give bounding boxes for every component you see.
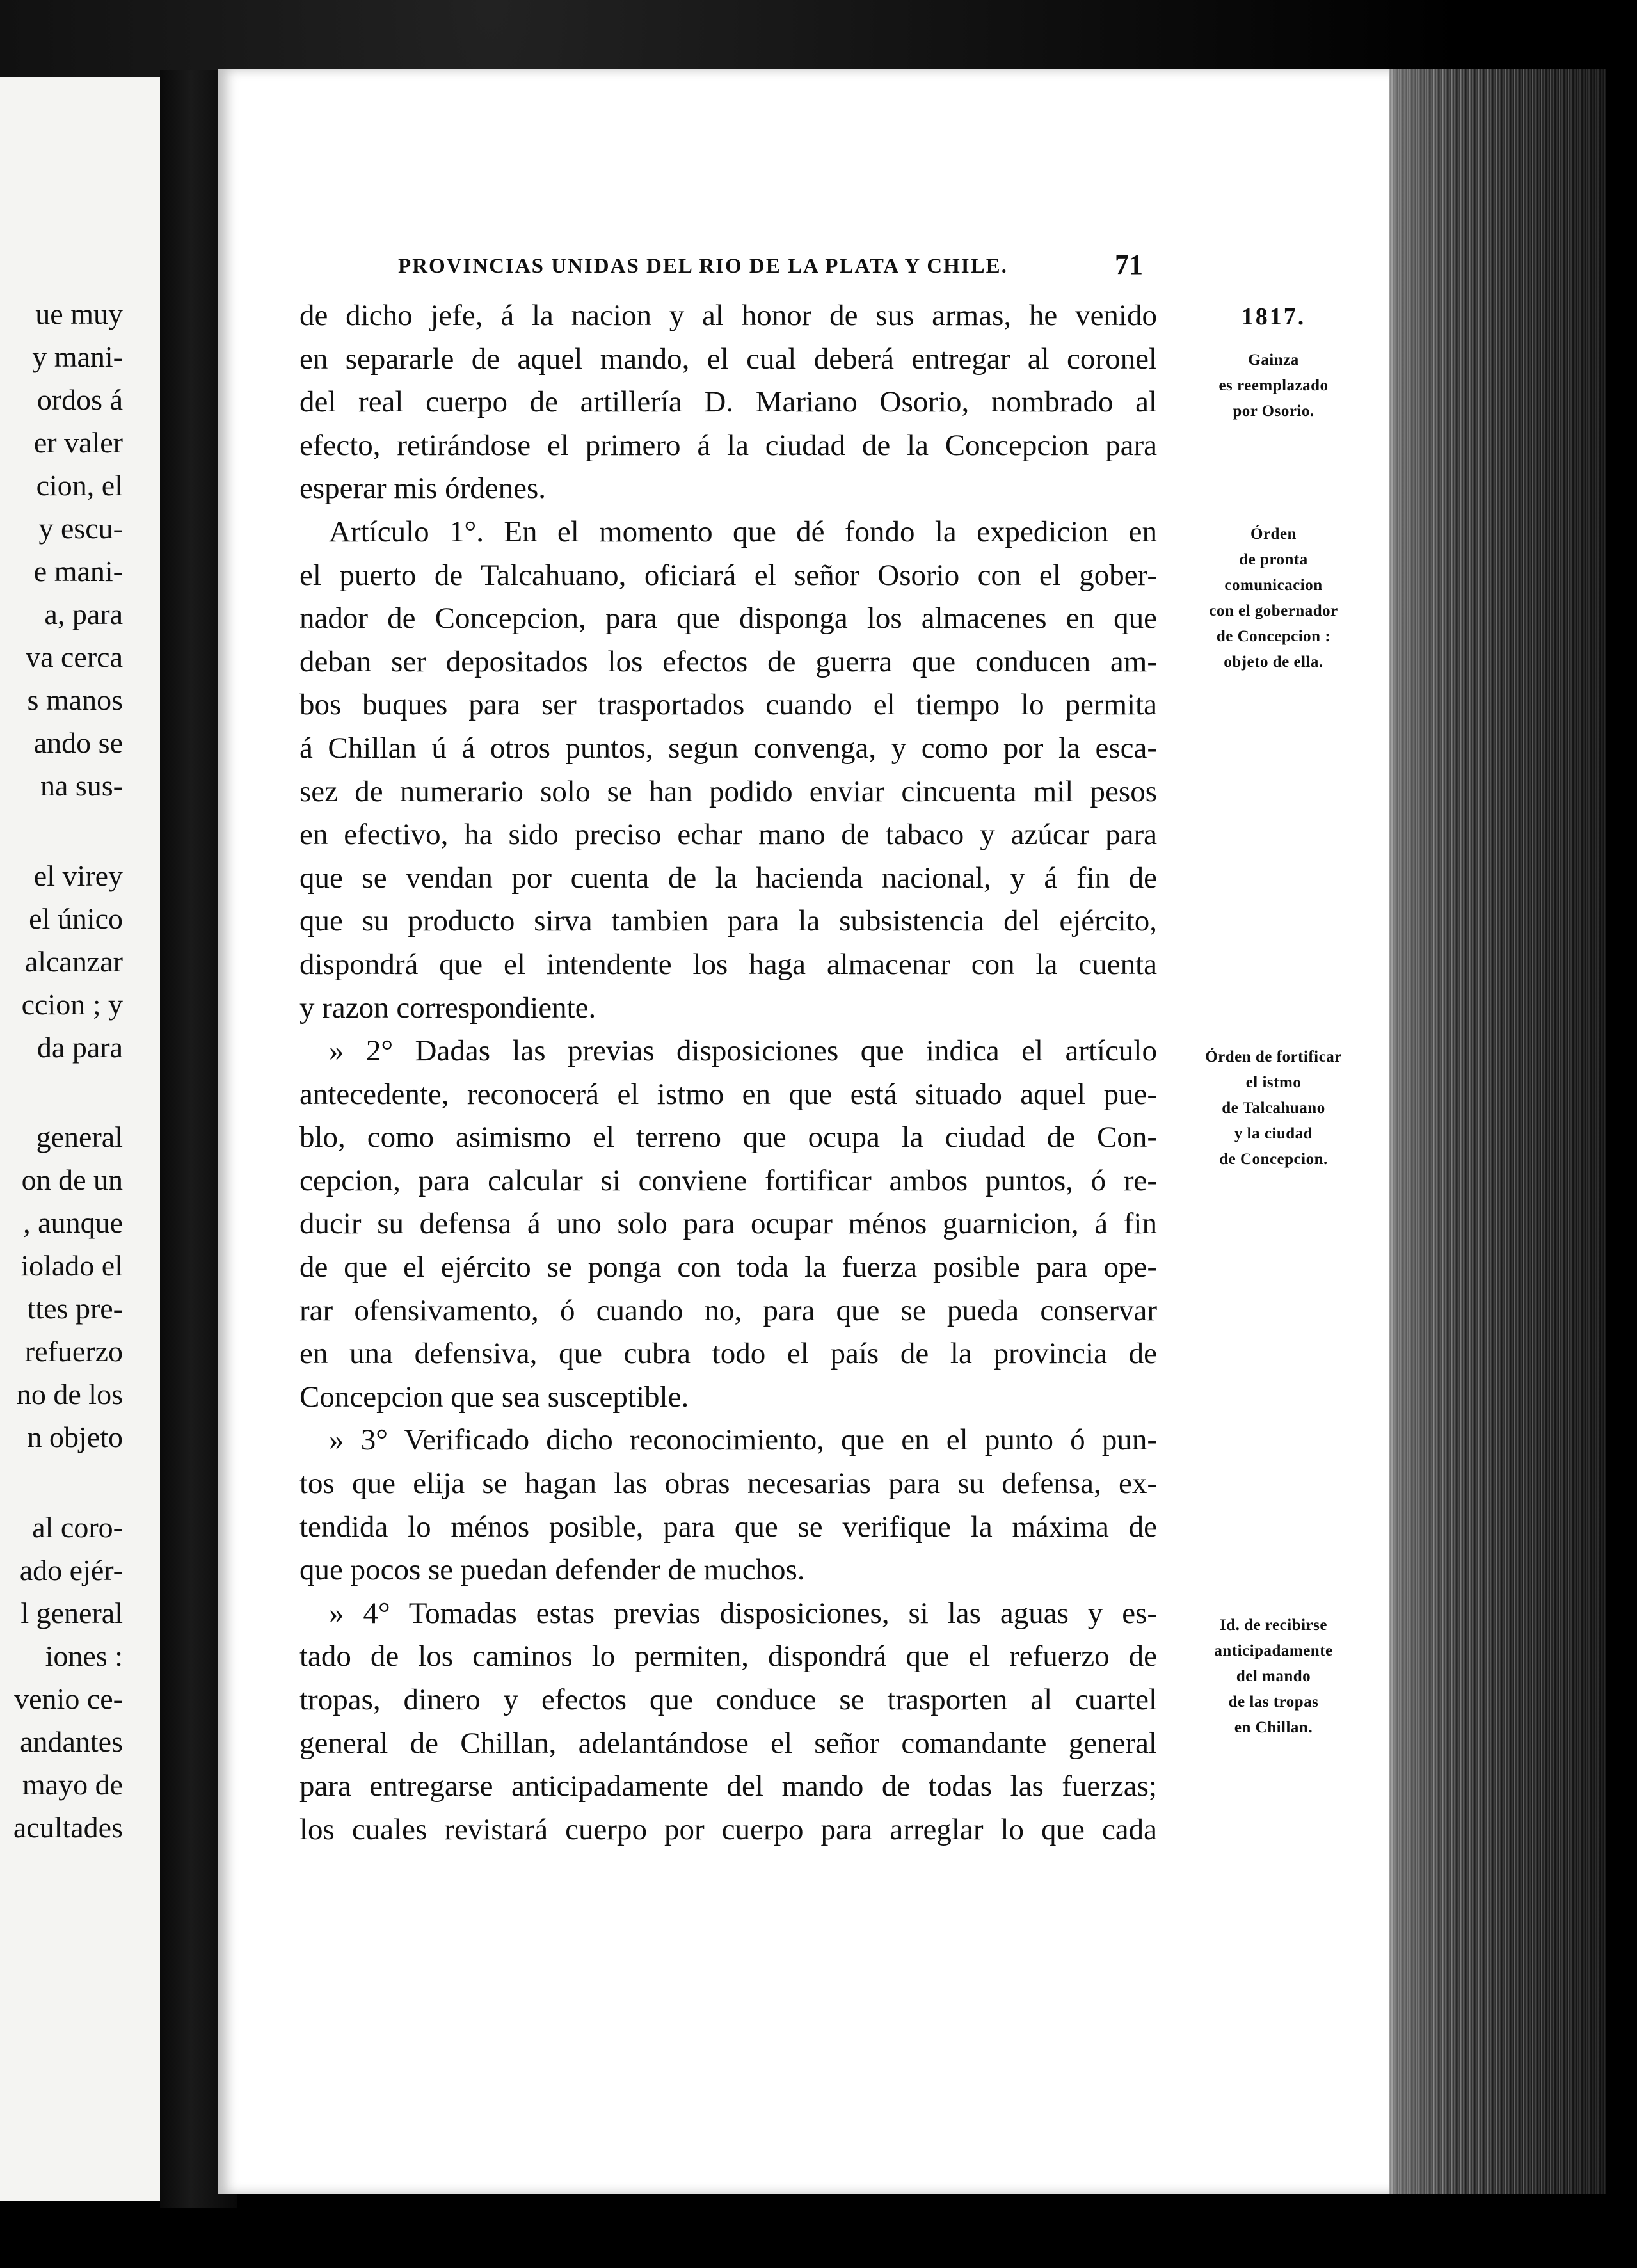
text-line: y razon correspondiente. [299,991,596,1025]
prev-page-line: alcanzar [24,945,123,978]
prev-page-line: andantes [20,1725,123,1758]
margin-note-line: anticipadamente [1214,1642,1333,1659]
prev-page-line: ccion ; y [21,988,123,1021]
prev-page-line: y escu- [38,512,123,545]
margin-note-recibirse [1178,1613,1369,1741]
margin-note-line: de pronta [1239,551,1308,568]
prev-page-line: ttes pre- [27,1292,123,1325]
body-text [299,294,1157,1851]
prev-page-line: cion, el [36,469,123,502]
margin-note-line: Gainza [1248,351,1299,369]
text-line: esperar mis órdenes. [299,472,546,506]
page-edges [1389,69,1606,2194]
prev-page-line: ando se [33,726,123,759]
text-line: tado de los caminos lo permiten, dispondrá que el refuerzo de [299,1640,1157,1673]
prev-page-line: e mani- [33,555,123,587]
text-line: ducir su defensa á uno solo para ocupar ménos guarnicion, á fin [299,1207,1157,1241]
text-line: blo, como asimismo el terreno que ocupa la ciudad de Con- [299,1121,1157,1154]
text-line: » 2° Dadas las previas disposiciones que indica el artículo [329,1034,1157,1068]
prev-page-line: na sus- [40,769,123,802]
text-line: tropas, dinero y efectos que conduce se trasporten al cuartel [299,1683,1157,1716]
margin-note-line: es reemplazado [1218,377,1329,394]
prev-page-line: n objeto [27,1421,123,1453]
prev-page-line: al coro- [32,1511,123,1544]
text-line: bos buques para ser trasportados cuando el tiempo lo permita [299,688,1157,722]
text-line: nador de Concepcion, para que disponga los almacenes en que [299,602,1157,635]
prev-page-line: acultades [13,1811,123,1844]
text-line: de dicho jefe, á la nacion y al honor de sus armas, he venido [299,299,1157,332]
margin-note-comunicacion [1178,522,1369,675]
text-line: en una defensiva, que cubra todo el país de la provincia de [299,1337,1157,1371]
previous-page-fragment [0,77,160,2201]
prev-page-line: on de un [21,1163,123,1196]
text-line: dispondrá que el intendente los haga almacenar con la cuenta [299,947,1157,981]
prev-page-line: refuerzo [24,1335,123,1368]
margin-note-line: de Talcahuano [1222,1099,1325,1117]
margin-note-line: de Concepcion : [1216,628,1331,645]
text-line: á Chillan ú á otros puntos, segun convenga, y como por la esca- [299,731,1157,765]
margin-note-line: por Osorio. [1233,403,1314,420]
text-line: efecto, retirándose el primero á la ciudad de la Concepcion para [299,428,1157,462]
text-line: el puerto de Talcahuano, oficiará el señor Osorio con el gober- [299,558,1157,592]
prev-page-line: no de los [16,1378,123,1410]
prev-page-line: ue muy [35,298,123,330]
prev-page-line: er valer [33,426,123,459]
prev-page-line: s manos [27,683,123,716]
text-line: deban ser depositados los efectos de guerra que conducen am- [299,644,1157,678]
text-line: sez de numerario solo se han podido enviar cincuenta mil pesos [299,774,1157,808]
text-line: » 3° Verificado dicho reconocimiento, que en el punto ó pun- [329,1423,1157,1457]
text-line: del real cuerpo de artillería D. Mariano Osorio, nombrado al [299,385,1157,419]
prev-page-line: ordos á [36,383,123,416]
text-line: para entregarse anticipadamente del mando de todas las fuerzas; [299,1769,1157,1803]
text-line: que pocos se puedan defender de muchos. [299,1553,805,1587]
text-line: » 4° Tomadas estas previas disposiciones, si las aguas y es- [329,1596,1157,1630]
margin-note-line: objeto de ella. [1224,653,1323,671]
margin-note-line: comunicacion [1224,577,1323,594]
prev-page-line: el virey [33,859,123,892]
margin-note-line: y la ciudad [1234,1125,1313,1142]
text-line: los cuales revistará cuerpo por cuerpo para arreglar lo que cada [299,1812,1157,1846]
margin-note-line: de Concepcion. [1219,1151,1328,1168]
prev-page-line: va cerca [26,641,123,673]
prev-page-line: iones : [45,1640,123,1672]
margin-year: 1817. [1241,303,1306,330]
text-line: en efectivo, ha sido preciso echar mano de tabaco y azúcar para [299,818,1157,852]
text-line: cepcion, para calcular si conviene fortificar ambos puntos, ó re- [299,1163,1157,1197]
margin-note-line: en Chillan. [1234,1719,1313,1736]
prev-page-line: el único [29,902,123,935]
prev-page-line: general [36,1121,123,1153]
text-line: Artículo 1°. En el momento que dé fondo la expedicion en [329,515,1157,548]
text-line: Concepcion que sea susceptible. [299,1380,689,1414]
prev-page-line: mayo de [22,1768,123,1801]
margin-note-line: de las tropas [1228,1693,1319,1711]
prev-page-line: a, para [44,598,123,630]
text-line: que su producto sirva tambien para la subsistencia del ejército, [299,904,1157,938]
prev-page-line: l general [20,1597,123,1629]
prev-page-line: da para [36,1031,123,1064]
margin-note-line: con el gobernador [1209,602,1338,619]
text-line: de que el ejército se ponga con toda la fuerza posible para ope- [299,1250,1157,1284]
prev-page-line: venio ce- [14,1682,123,1715]
margin-note-line: Órden de fortificar [1205,1048,1342,1066]
prev-page-line: iolado el [20,1249,123,1282]
margin-note-line: Id. de recibirse [1220,1617,1327,1634]
prev-page-line: ado ejér- [19,1554,123,1586]
margin-note-fortificar [1178,1044,1369,1172]
text-line: antecedente, reconocerá el istmo en que está situado aquel pue- [299,1077,1157,1111]
page-number: 71 [1115,249,1143,280]
text-line: general de Chillan, adelantándose el señor comandante general [299,1726,1157,1760]
text-line: que se vendan por cuenta de la hacienda nacional, y á fin de [299,861,1157,895]
margin-note-gainza [1178,347,1369,424]
prev-page-line: , aunque [23,1206,123,1239]
text-line: tendida lo ménos posible, para que se verifique la máxima de [299,1510,1157,1544]
margin-note-line: el istmo [1245,1074,1302,1091]
prev-page-line: y mani- [32,340,123,373]
text-line: rar ofensivamento, ó cuando no, para que se pueda conservar [299,1293,1157,1327]
text-line: en separarle de aquel mando, el cual deberá entregar al coronel [299,342,1157,376]
running-head: PROVINCIAS UNIDAS DEL RIO DE LA PLATA Y CHILE. [398,255,1008,278]
margin-note-line: Órden [1250,525,1297,543]
text-line: tos que elija se hagan las obras necesarias para su defensa, ex- [299,1467,1157,1501]
margin-note-line: del mando [1236,1668,1311,1685]
